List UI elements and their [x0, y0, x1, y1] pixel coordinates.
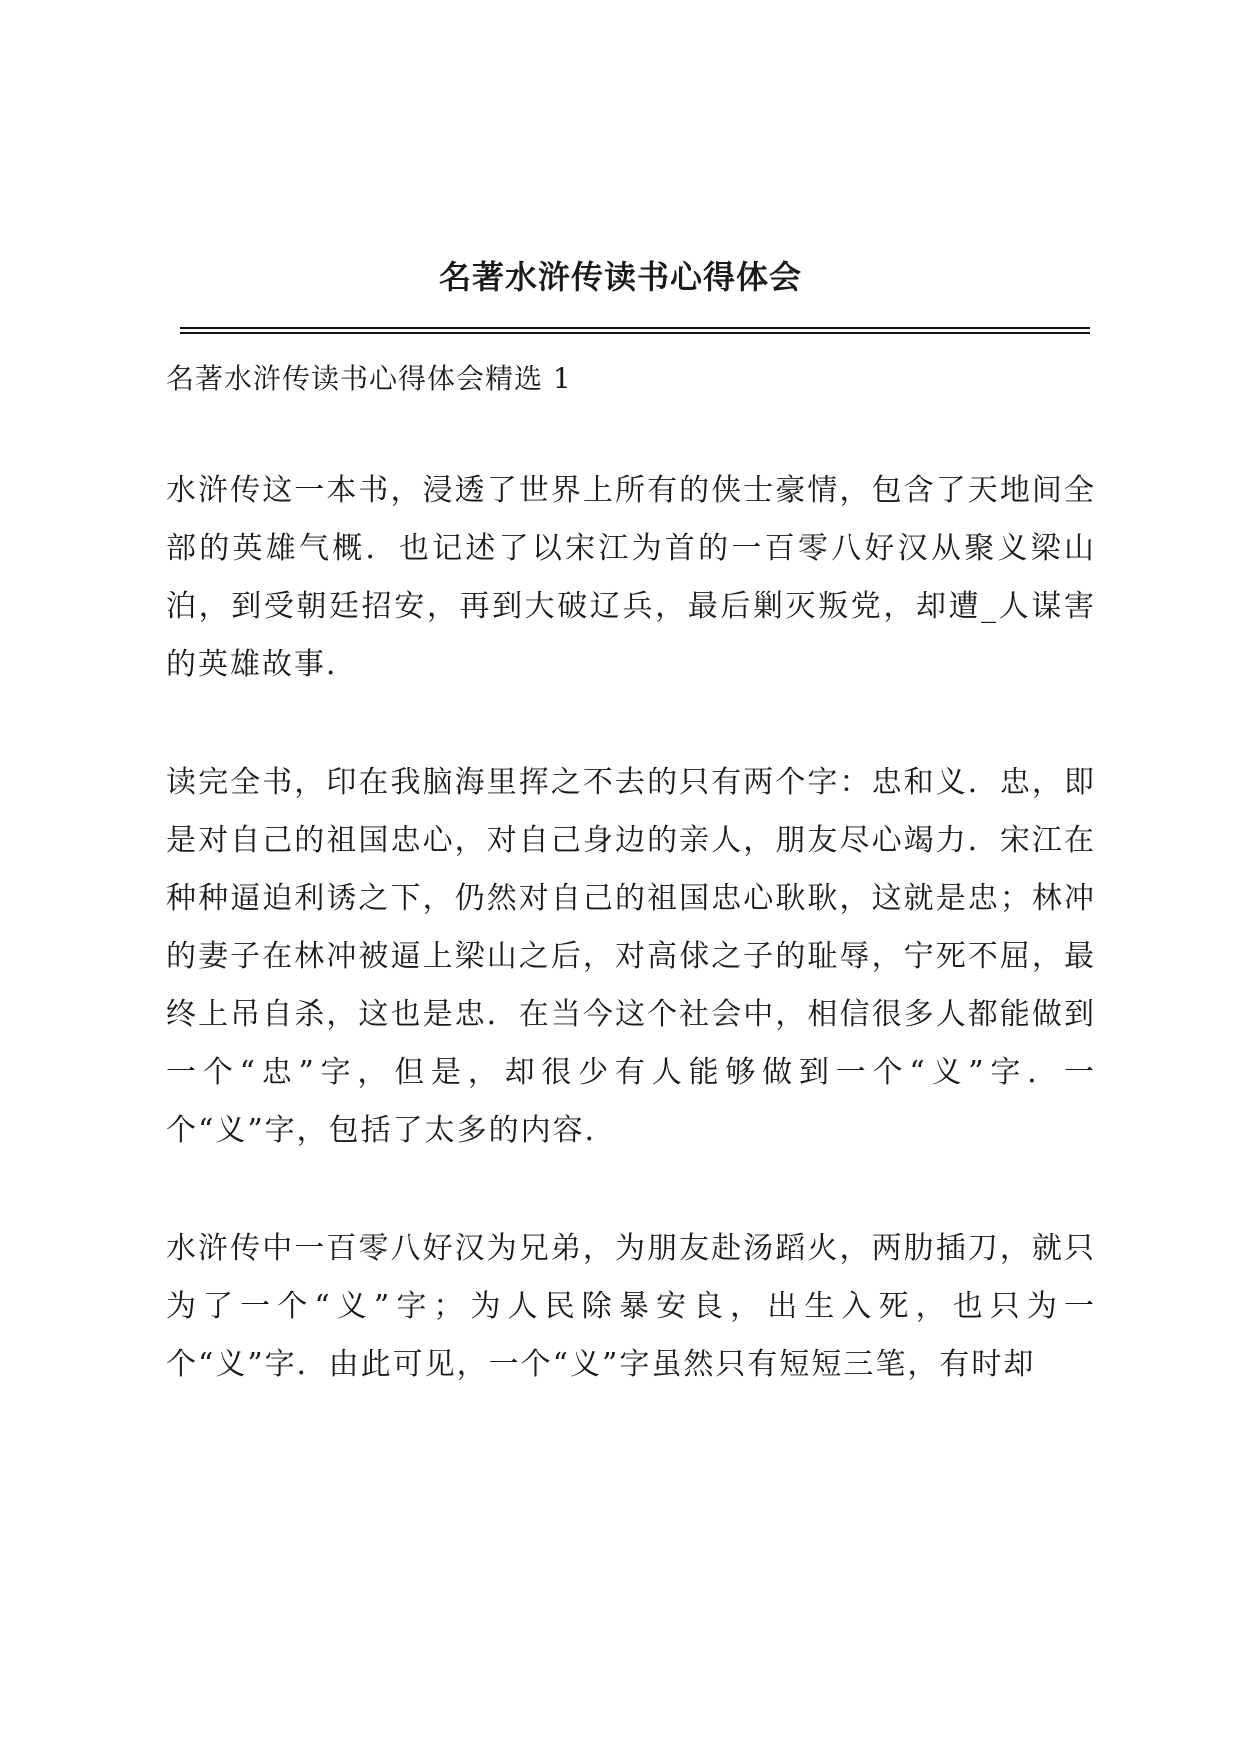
- title-divider-bottom: [180, 332, 1090, 334]
- paragraph-2: 读完全书，印在我脑海里挥之不去的只有两个字：忠和义．忠，即是对自己的祖国忠心，对自己身边的亲人，朋友尽心竭力．宋江在种种逼迫利诱之下，仍然对自己的祖国忠心耿耿，这就是忠；林冲的妻子在林冲被逼上梁山之后，对高俅之子的耻辱，宁死不屈，最终上吊自杀，这也是忠．在当今这个社会中，相信很多人都能做到一个“忠”字，但是，却很少有人能够做到一个“义”字．一个“义”字，包括了太多的内容．: [166, 765, 1096, 1148]
- document-title: 名著水浒传读书心得体会: [438, 258, 802, 296]
- document-body: [166, 356, 1096, 1454]
- paragraph-3: 水浒传中一百零八好汉为兄弟，为朋友赴汤蹈火，两肋插刀，就只为了一个“义”字；为人民除暴安良，出生入死，也只为一个“义”字．由此可见，一个“义”字虽然只有短短三笔，有时却: [166, 1231, 1096, 1382]
- paragraph-1: 水浒传这一本书，浸透了世界上所有的侠士豪情，包含了天地间全部的英雄气概．也记述了以宋江为首的一百零八好汉从聚义梁山泊，到受朝廷招安，再到大破辽兵，最后剿灭叛党，却遭_人谋害的英雄故事．: [166, 473, 1096, 682]
- title-divider-top: [180, 327, 1090, 329]
- section-heading: 名著水浒传读书心得体会精选 1: [166, 362, 572, 395]
